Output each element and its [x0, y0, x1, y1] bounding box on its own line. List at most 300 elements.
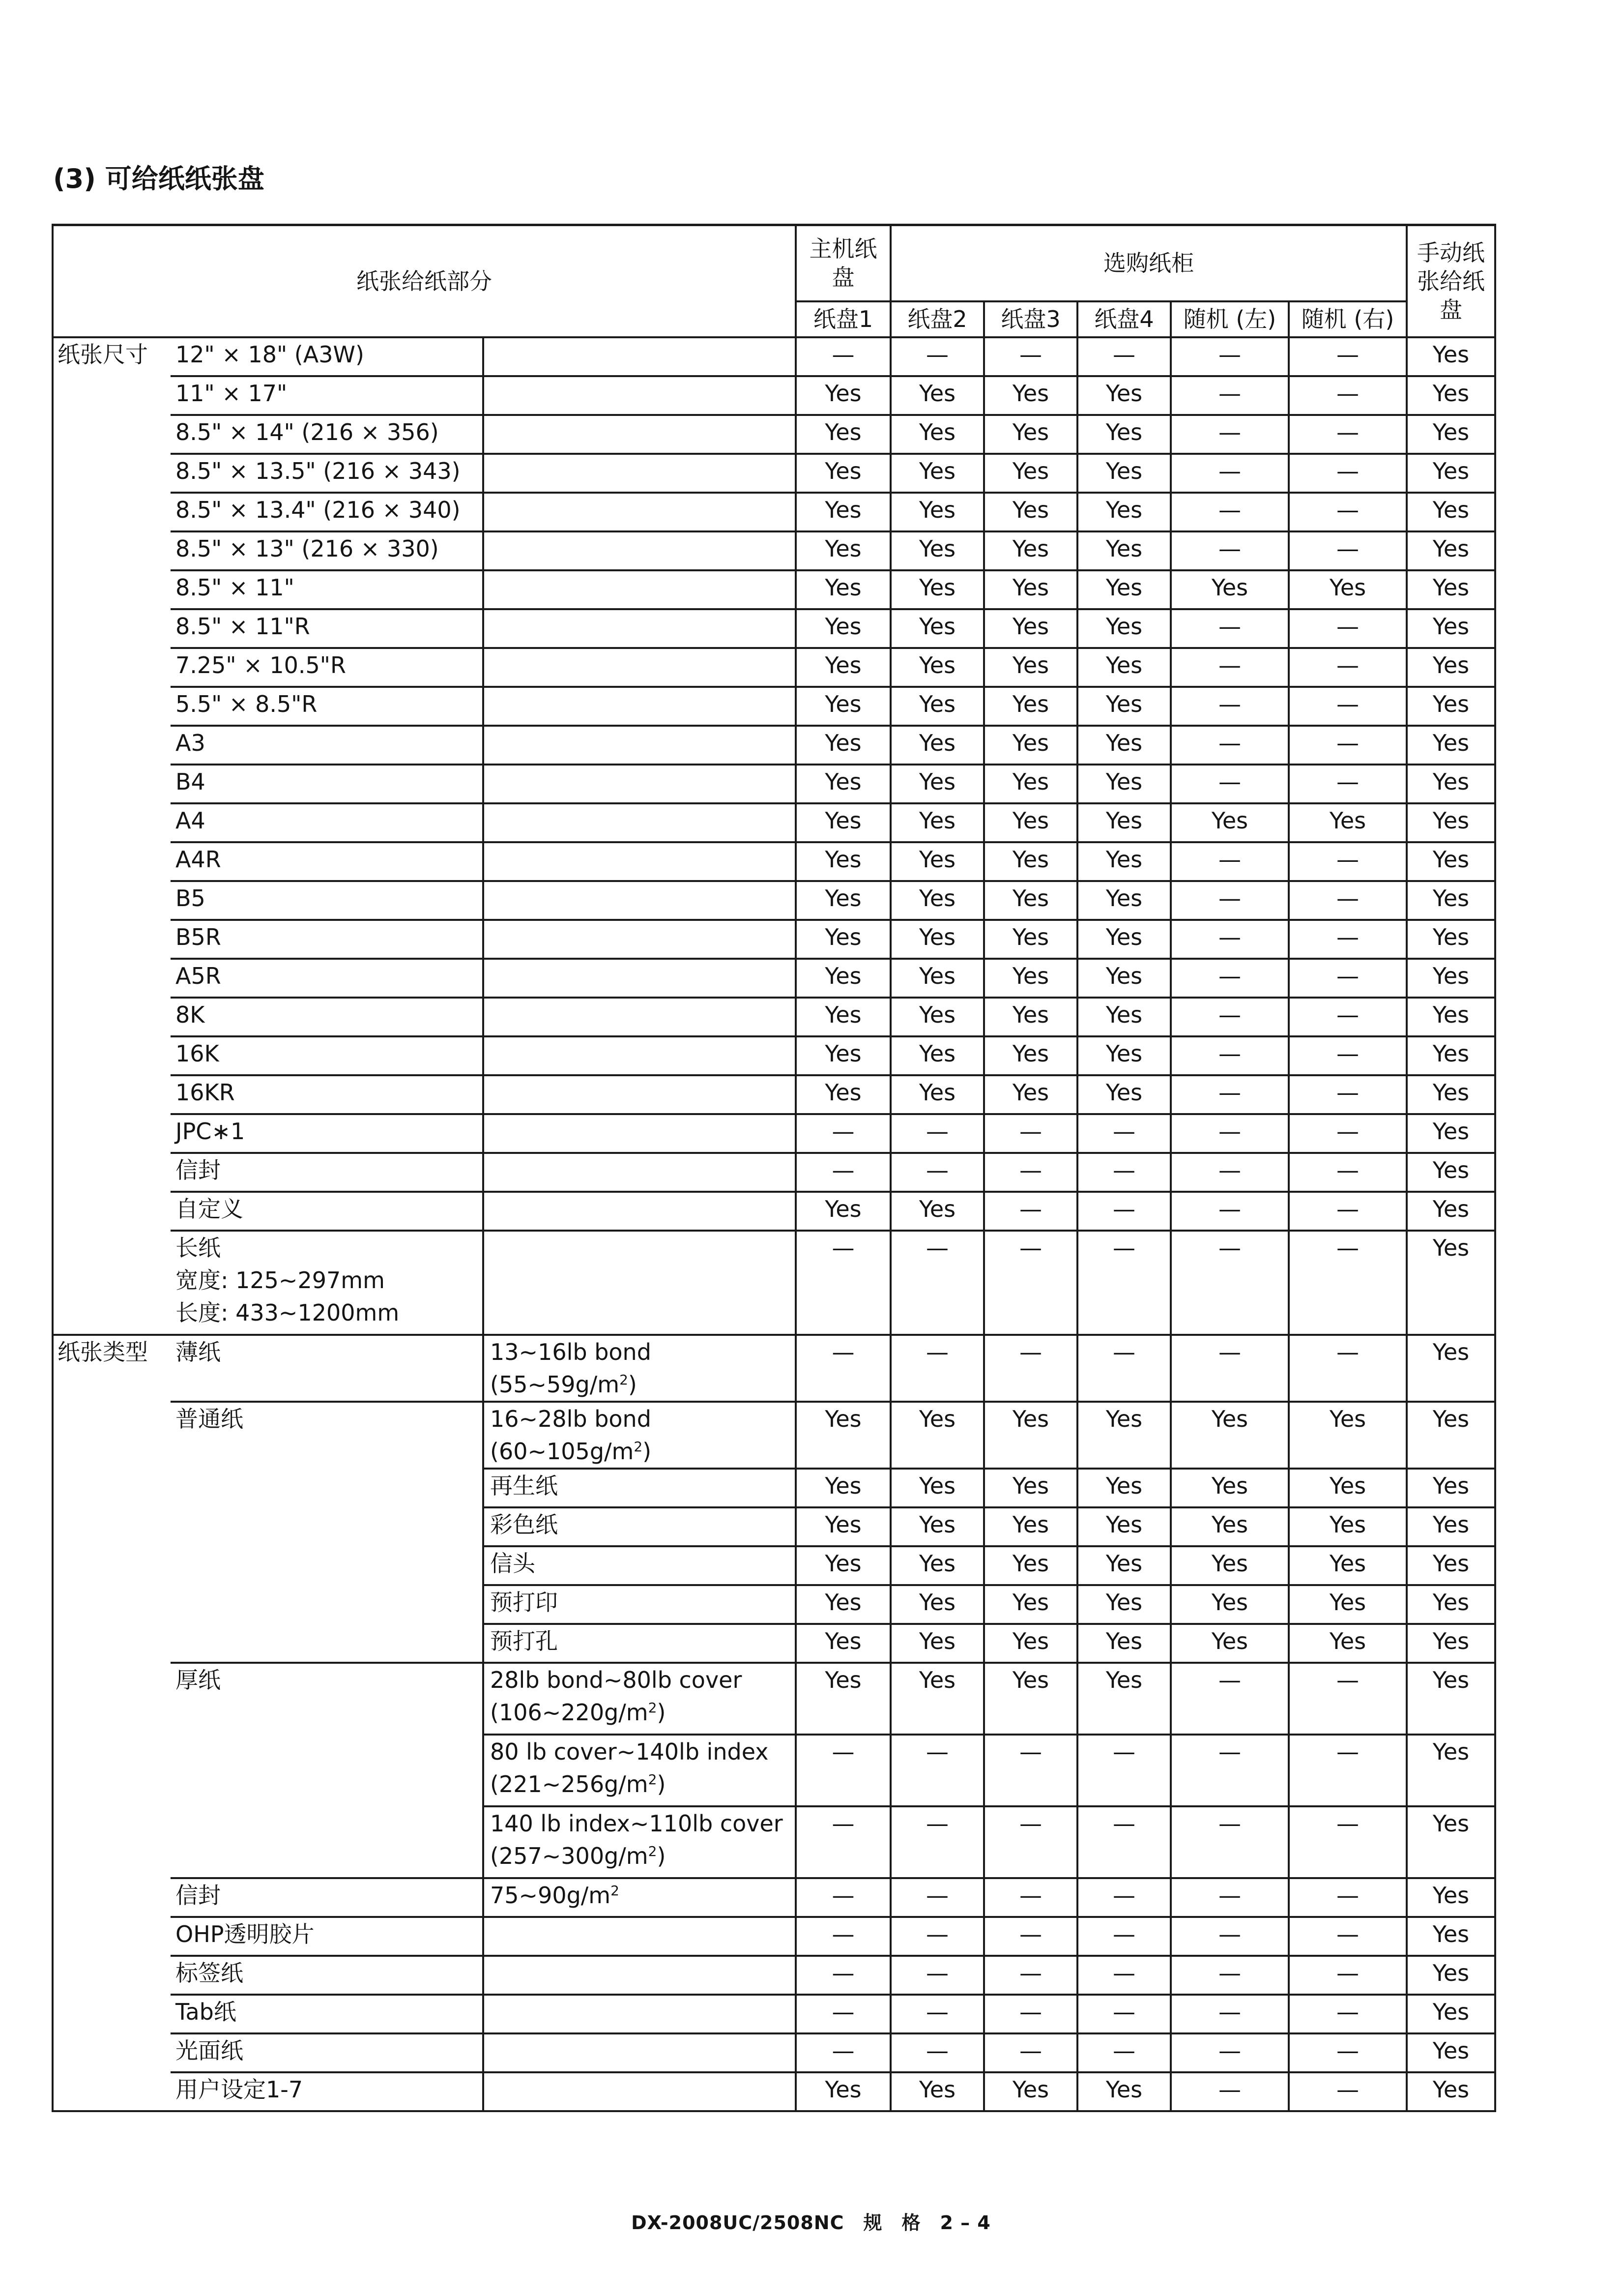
value-cell: Yes — [984, 1469, 1077, 1507]
value-cell: Yes — [891, 1469, 984, 1507]
value-cell: Yes — [1289, 803, 1407, 842]
value-cell: — — [1289, 1114, 1407, 1153]
value-cell: — — [1171, 920, 1289, 959]
value-cell: Yes — [891, 1192, 984, 1231]
table-row — [53, 1663, 1495, 1735]
value-cell: — — [1289, 998, 1407, 1036]
table-row — [53, 454, 1495, 493]
detail-cell — [483, 803, 796, 842]
value-cell: — — [1289, 1231, 1407, 1335]
table-row — [53, 1956, 1495, 1995]
value-cell: Yes — [1077, 609, 1171, 648]
value-cell: Yes — [1077, 803, 1171, 842]
detail-cell — [483, 1036, 796, 1075]
size-label: 信封 — [171, 1153, 483, 1192]
size-label: 16K — [171, 1036, 483, 1075]
value-cell: Yes — [891, 726, 984, 765]
value-cell: Yes — [1077, 531, 1171, 570]
detail-cell — [483, 687, 796, 726]
value-cell: Yes — [1407, 1036, 1495, 1075]
value-cell: Yes — [1407, 765, 1495, 803]
value-cell: — — [1289, 1153, 1407, 1192]
value-cell: — — [984, 1806, 1077, 1878]
value-cell: Yes — [1407, 1735, 1495, 1806]
size-label: 8.5" × 13.4" (216 × 340) — [171, 493, 483, 531]
value-cell: Yes — [891, 454, 984, 493]
category-cell — [53, 1546, 171, 1585]
value-cell: — — [891, 1335, 984, 1402]
type-label: 薄纸 — [171, 1335, 483, 1402]
type-detail — [483, 1663, 796, 1735]
value-cell: Yes — [1407, 1917, 1495, 1956]
value-cell: Yes — [984, 493, 1077, 531]
header-manual-bypass: 手动纸张给纸盘 — [1407, 225, 1495, 337]
value-cell: Yes — [796, 648, 891, 687]
value-cell: Yes — [1077, 376, 1171, 415]
type-label — [171, 1806, 483, 1878]
value-cell: — — [1289, 1878, 1407, 1917]
value-cell: — — [984, 1192, 1077, 1231]
detail-cell — [483, 337, 796, 376]
value-cell: Yes — [1407, 1995, 1495, 2033]
value-cell: Yes — [984, 1585, 1077, 1624]
table-row — [53, 1806, 1495, 1878]
category-cell — [53, 1995, 171, 2033]
value-cell: Yes — [1407, 493, 1495, 531]
header-feed-section: 纸张给纸部分 — [53, 225, 796, 337]
page-footer: DX-2008UC/2508NC 规 格 2 – 4 — [631, 2212, 991, 2234]
value-cell: — — [796, 1995, 891, 2033]
value-cell: Yes — [1077, 1036, 1171, 1075]
value-cell: Yes — [1407, 1585, 1495, 1624]
value-cell: — — [1171, 842, 1289, 881]
value-cell: Yes — [1171, 1624, 1289, 1663]
value-cell: Yes — [891, 881, 984, 920]
value-cell: Yes — [796, 1546, 891, 1585]
size-label: A4R — [171, 842, 483, 881]
value-cell: Yes — [1407, 1469, 1495, 1507]
header-tray: 纸盘3 — [984, 301, 1077, 337]
header-tray: 纸盘2 — [891, 301, 984, 337]
size-label: 8.5" × 11"R — [171, 609, 483, 648]
value-cell: Yes — [984, 726, 1077, 765]
value-cell: Yes — [891, 531, 984, 570]
type-detail: 13~16lb bond $(55\sim 59g/m^2)$ — [483, 1335, 796, 1402]
detail-cell — [483, 842, 796, 881]
size-label: A5R — [171, 959, 483, 998]
value-cell: Yes — [1077, 415, 1171, 454]
value-cell: Yes — [1407, 648, 1495, 687]
size-label: 11" × 17" — [171, 376, 483, 415]
value-cell: — — [1171, 1995, 1289, 2033]
value-cell: — — [891, 1735, 984, 1806]
size-label: A3 — [171, 726, 483, 765]
value-cell: — — [1171, 2072, 1289, 2111]
value-cell: Yes — [796, 415, 891, 454]
value-cell: Yes — [1407, 803, 1495, 842]
value-cell: Yes — [984, 920, 1077, 959]
value-cell: Yes — [796, 1469, 891, 1507]
value-cell: Yes — [1289, 1507, 1407, 1546]
detail-cell — [483, 1231, 796, 1335]
value-cell: Yes — [1407, 687, 1495, 726]
value-cell: Yes — [984, 1402, 1077, 1469]
value-cell: Yes — [1077, 1402, 1171, 1469]
value-cell: Yes — [796, 1585, 891, 1624]
table-row — [53, 1995, 1495, 2033]
value-cell: Yes — [1407, 454, 1495, 493]
category-cell — [53, 1585, 171, 1624]
value-cell: Yes — [984, 376, 1077, 415]
value-cell: Yes — [1077, 1546, 1171, 1585]
value-cell: — — [984, 337, 1077, 376]
value-cell: Yes — [1407, 1624, 1495, 1663]
value-cell: — — [1289, 1735, 1407, 1806]
type-detail: $75\sim 90g/m^2$ — [483, 1878, 796, 1917]
value-cell: — — [1289, 726, 1407, 765]
value-cell: — — [1171, 1956, 1289, 1995]
value-cell: Yes — [891, 920, 984, 959]
value-cell: Yes — [891, 687, 984, 726]
table-row — [53, 1735, 1495, 1806]
type-label: 普通纸 — [171, 1402, 483, 1469]
value-cell: Yes — [796, 1036, 891, 1075]
value-cell: Yes — [984, 2072, 1077, 2111]
value-cell: — — [1077, 1192, 1171, 1231]
value-cell: Yes — [891, 415, 984, 454]
value-cell: Yes — [984, 1546, 1077, 1585]
value-cell: Yes — [891, 842, 984, 881]
value-cell: — — [1171, 1806, 1289, 1878]
value-cell: — — [1289, 454, 1407, 493]
category-cell — [53, 1075, 171, 1114]
value-cell: — — [1171, 648, 1289, 687]
table-row — [53, 570, 1495, 609]
value-cell: Yes — [1077, 1507, 1171, 1546]
value-cell: Yes — [1407, 1507, 1495, 1546]
value-cell: — — [796, 337, 891, 376]
value-cell: — — [984, 1335, 1077, 1402]
value-cell: Yes — [1407, 920, 1495, 959]
table-row — [53, 1153, 1495, 1192]
value-cell: Yes — [796, 881, 891, 920]
table-row — [53, 1585, 1495, 1624]
category-cell — [53, 2033, 171, 2072]
table-row — [53, 1878, 1495, 1917]
table-row — [53, 687, 1495, 726]
type-detail — [483, 1917, 796, 1956]
value-cell: Yes — [1077, 881, 1171, 920]
value-cell: — — [1171, 1735, 1289, 1806]
type-detail — [483, 1806, 796, 1878]
value-cell: — — [796, 1956, 891, 1995]
table-row — [53, 1546, 1495, 1585]
value-cell: — — [1171, 2033, 1289, 2072]
size-label: A4 — [171, 803, 483, 842]
value-cell: — — [984, 2033, 1077, 2072]
value-cell: — — [891, 1995, 984, 2033]
value-cell: Yes — [1407, 1546, 1495, 1585]
header-main-tray: 主机纸盘 — [796, 225, 891, 301]
paper-feed-table — [52, 224, 1496, 2112]
value-cell: Yes — [984, 1663, 1077, 1735]
value-cell: Yes — [891, 1546, 984, 1585]
type-label: OHP透明胶片 — [171, 1917, 483, 1956]
detail-cell — [483, 531, 796, 570]
value-cell: — — [891, 2033, 984, 2072]
detail-cell — [483, 454, 796, 493]
header-tray: 纸盘1 — [796, 301, 891, 337]
cell-line: $(106\sim 220g/m^2)$ — [490, 1699, 666, 1726]
value-cell: Yes — [1407, 531, 1495, 570]
category-cell — [53, 959, 171, 998]
table-row — [53, 493, 1495, 531]
value-cell: — — [891, 337, 984, 376]
category-cell — [53, 2072, 171, 2111]
value-cell: — — [1171, 1153, 1289, 1192]
type-label: 标签纸 — [171, 1956, 483, 1995]
value-cell: — — [1289, 842, 1407, 881]
value-cell: Yes — [984, 570, 1077, 609]
table-row — [53, 1335, 1495, 1402]
value-cell: — — [1171, 1917, 1289, 1956]
value-cell: — — [891, 1917, 984, 1956]
table-row — [53, 842, 1495, 881]
value-cell: Yes — [1289, 1469, 1407, 1507]
header-optional-cabinet: 选购纸柜 — [891, 225, 1407, 301]
value-cell: — — [1171, 609, 1289, 648]
value-cell: Yes — [796, 765, 891, 803]
value-cell: Yes — [891, 376, 984, 415]
value-cell: Yes — [1407, 2033, 1495, 2072]
category-cell — [53, 1036, 171, 1075]
detail-cell — [483, 1075, 796, 1114]
value-cell: Yes — [796, 454, 891, 493]
value-cell: Yes — [1289, 1624, 1407, 1663]
value-cell: Yes — [796, 726, 891, 765]
value-cell: Yes — [796, 493, 891, 531]
table-row — [53, 609, 1495, 648]
value-cell: — — [1289, 2072, 1407, 2111]
value-cell: Yes — [1407, 1806, 1495, 1878]
value-cell: — — [1077, 1735, 1171, 1806]
value-cell: Yes — [984, 842, 1077, 881]
value-cell: — — [1289, 1806, 1407, 1878]
header-tray: 随机 (左) — [1171, 301, 1289, 337]
value-cell: Yes — [796, 687, 891, 726]
size-label: 自定义 — [171, 1192, 483, 1231]
table-row — [53, 959, 1495, 998]
value-cell: Yes — [1171, 570, 1289, 609]
category-cell — [53, 803, 171, 842]
detail-cell — [483, 765, 796, 803]
table-row — [53, 881, 1495, 920]
value-cell: — — [1077, 1956, 1171, 1995]
value-cell: — — [1171, 959, 1289, 998]
value-cell: Yes — [1289, 1585, 1407, 1624]
value-cell: — — [796, 2033, 891, 2072]
category-cell — [53, 570, 171, 609]
value-cell: Yes — [984, 609, 1077, 648]
value-cell: Yes — [1171, 803, 1289, 842]
detail-cell — [483, 415, 796, 454]
type-label — [171, 1546, 483, 1585]
value-cell: Yes — [891, 1075, 984, 1114]
detail-cell — [483, 1114, 796, 1153]
value-cell: — — [1077, 1231, 1171, 1335]
value-cell: Yes — [984, 1036, 1077, 1075]
value-cell: Yes — [984, 998, 1077, 1036]
value-cell: — — [796, 1114, 891, 1153]
cell-line: 140 lb index~110lb cover — [490, 1810, 783, 1837]
value-cell: Yes — [796, 1402, 891, 1469]
table-row — [53, 1231, 1495, 1335]
table-row — [53, 920, 1495, 959]
value-cell: — — [891, 1956, 984, 1995]
category-cell — [53, 1956, 171, 1995]
table-row — [53, 337, 1495, 376]
type-label: Tab纸 — [171, 1995, 483, 2033]
value-cell: Yes — [1077, 842, 1171, 881]
value-cell: Yes — [796, 1624, 891, 1663]
size-label: 5.5" × 8.5"R — [171, 687, 483, 726]
value-cell: — — [1171, 1036, 1289, 1075]
table-row — [53, 726, 1495, 765]
table-row — [53, 1469, 1495, 1507]
value-cell: Yes — [984, 881, 1077, 920]
table-row — [53, 2033, 1495, 2072]
table-row — [53, 1402, 1495, 1469]
value-cell: — — [796, 1878, 891, 1917]
value-cell: Yes — [1077, 454, 1171, 493]
value-cell: Yes — [1407, 1402, 1495, 1469]
type-label: 信封 — [171, 1878, 483, 1917]
value-cell: Yes — [1077, 1624, 1171, 1663]
value-cell: — — [1289, 1995, 1407, 2033]
value-cell: Yes — [891, 1036, 984, 1075]
value-cell: Yes — [1407, 2072, 1495, 2111]
type-detail: 彩色纸 — [483, 1507, 796, 1546]
type-detail: 预打孔 — [483, 1624, 796, 1663]
header-tray: 纸盘4 — [1077, 301, 1171, 337]
value-cell: — — [1077, 337, 1171, 376]
value-cell: Yes — [1077, 726, 1171, 765]
type-label — [171, 1624, 483, 1663]
type-detail: 再生纸 — [483, 1469, 796, 1507]
value-cell: Yes — [796, 842, 891, 881]
value-cell: Yes — [891, 648, 984, 687]
type-detail — [483, 1995, 796, 2033]
value-cell: Yes — [1407, 570, 1495, 609]
value-cell: Yes — [796, 998, 891, 1036]
value-cell: Yes — [1077, 1075, 1171, 1114]
value-cell: — — [1289, 337, 1407, 376]
type-detail: 信头 — [483, 1546, 796, 1585]
value-cell: Yes — [796, 1663, 891, 1735]
value-cell: — — [1171, 726, 1289, 765]
category-cell — [53, 1878, 171, 1917]
size-label: B5 — [171, 881, 483, 920]
value-cell: Yes — [1077, 2072, 1171, 2111]
category-cell — [53, 1114, 171, 1153]
category-cell — [53, 1231, 171, 1335]
value-cell: — — [796, 1806, 891, 1878]
value-cell: Yes — [1407, 881, 1495, 920]
value-cell: — — [1289, 881, 1407, 920]
category-cell — [53, 687, 171, 726]
table-row — [53, 1075, 1495, 1114]
value-cell: — — [1077, 1917, 1171, 1956]
value-cell: Yes — [1171, 1546, 1289, 1585]
cell-line: $(257\sim 300g/m^2)$ — [490, 1842, 666, 1869]
value-cell: — — [1171, 1663, 1289, 1735]
value-cell: Yes — [1077, 493, 1171, 531]
table-row — [53, 2072, 1495, 2111]
cell-line: 长度: 433~1200mm — [175, 1299, 400, 1326]
value-cell: — — [891, 1231, 984, 1335]
value-cell: Yes — [1407, 959, 1495, 998]
value-cell: — — [984, 1917, 1077, 1956]
value-cell: Yes — [1407, 1153, 1495, 1192]
value-cell: — — [984, 1114, 1077, 1153]
section-title: (3) 可给纸纸张盘 — [53, 163, 264, 194]
category-cell — [53, 415, 171, 454]
value-cell: Yes — [1077, 648, 1171, 687]
value-cell: — — [984, 1231, 1077, 1335]
cell-line: 宽度: 125~297mm — [175, 1266, 385, 1294]
value-cell: Yes — [891, 609, 984, 648]
value-cell: Yes — [984, 1624, 1077, 1663]
table-row — [53, 765, 1495, 803]
value-cell: Yes — [984, 415, 1077, 454]
category-cell — [53, 493, 171, 531]
value-cell: — — [1289, 1075, 1407, 1114]
value-cell: Yes — [1407, 1878, 1495, 1917]
category-cell — [53, 1735, 171, 1806]
value-cell: Yes — [796, 959, 891, 998]
value-cell: Yes — [1077, 687, 1171, 726]
detail-cell — [483, 609, 796, 648]
value-cell: — — [1289, 648, 1407, 687]
table-row — [53, 531, 1495, 570]
value-cell: — — [1077, 1335, 1171, 1402]
value-cell: Yes — [984, 1075, 1077, 1114]
value-cell: Yes — [1407, 376, 1495, 415]
value-cell: — — [796, 1231, 891, 1335]
cell-line: 长纸 — [175, 1234, 221, 1261]
size-label: 16KR — [171, 1075, 483, 1114]
table-row — [53, 648, 1495, 687]
value-cell: Yes — [984, 687, 1077, 726]
category-cell — [53, 998, 171, 1036]
size-label: 7.25" × 10.5"R — [171, 648, 483, 687]
type-label — [171, 1507, 483, 1546]
value-cell: — — [1289, 920, 1407, 959]
value-cell: Yes — [1077, 959, 1171, 998]
value-cell: Yes — [1407, 1335, 1495, 1402]
value-cell: — — [1289, 2033, 1407, 2072]
value-cell: — — [984, 1995, 1077, 2033]
size-label: 8.5" × 11" — [171, 570, 483, 609]
value-cell: — — [1289, 1663, 1407, 1735]
type-detail — [483, 2072, 796, 2111]
value-cell: Yes — [891, 765, 984, 803]
value-cell: — — [984, 1735, 1077, 1806]
size-label: 8.5" × 13" (216 × 330) — [171, 531, 483, 570]
value-cell: Yes — [1077, 920, 1171, 959]
value-cell: — — [1289, 531, 1407, 570]
value-cell: — — [1171, 493, 1289, 531]
